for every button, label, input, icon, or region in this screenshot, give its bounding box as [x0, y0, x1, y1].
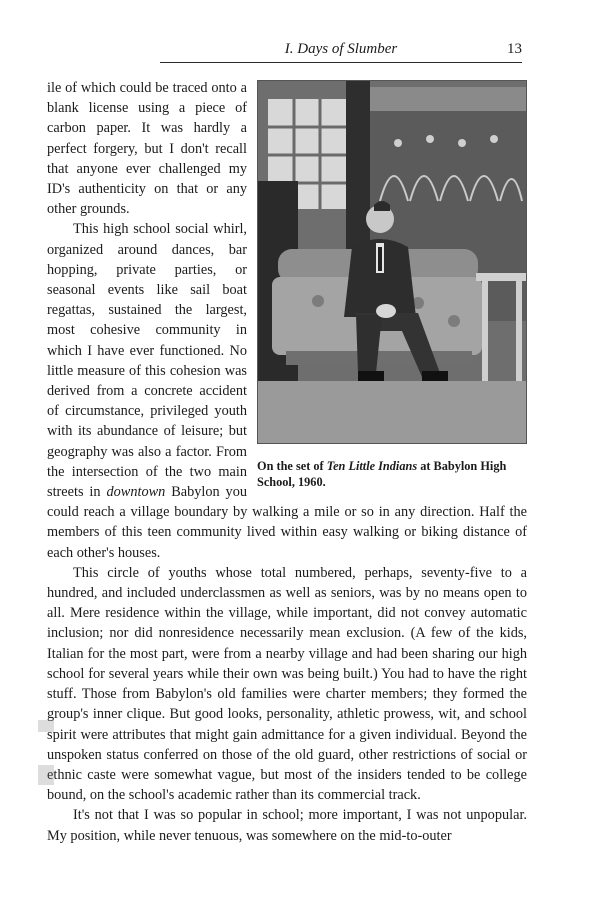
caption-prefix: On the set of — [257, 459, 324, 473]
paragraph-4: It's not that I was so popular in school; more important, I was not unpopular. My position, while never tenuous, was somewhere on the mid-to-outer — [47, 807, 527, 844]
paragraph-3: This circle of youths whose total numbered, perhaps, seventy-five to a hundred, and included underclassmen as well as seniors, was by no means open to all. Mere residence within the village, while important, did not convey automatic inclusion; nor did nonresidence necessarily mean exclusion. (A few of the kids, Italian for the most part, were from a nearby village and had been sharing our high school for several years while their own was being built.) You had to have the right stuff. Those from Babylon's old families were charter members; they formed the group's inner clique. But good looks, personality, athletic prowess, wit, and school spirit were attributes that might gain admittance for a given individual. Beyond the unspoken status conferred on those of the old guard, other restrictions of social or ethnic caste were somewhat vague, but most of the insiders tended to be college bound, on the school's academic rather than its commercial track. — [47, 564, 527, 804]
figure — [257, 80, 527, 490]
scan-blot — [38, 765, 54, 785]
figure-caption — [257, 458, 527, 490]
caption-title: Ten Little Indians — [326, 459, 418, 473]
paragraph-2-before: This high school social whirl, organized around dances, bar hopping, private parties, or seasonal events like sail boat regattas, sustained the largest, most cohesive community in which I have ever functioned. No little measure of this cohesion was derived from a concrete accident of circumstance, privileged youth with its abundance of leisure; but geography was also a factor. From the intersection of the two main streets in — [47, 221, 247, 501]
body-text — [47, 78, 527, 846]
stage-photo — [257, 80, 527, 444]
paragraph-2-italic: downtown — [106, 484, 166, 501]
paragraph-1: ile of which could be traced onto a blank license using a piece of carbon paper. It was hardly a perfect forgery, but I don't recall that anyone ever challenged my ID's authenticity on that or any other grounds. — [47, 80, 247, 218]
paragraph-2-after: Babylon you could reach a village boundary by walking a mile or so in any direction. Half the members of this teen community lived within easy walking or biking distance of each other's houses. — [47, 484, 527, 561]
page-number: 13 — [507, 41, 522, 57]
page-header — [160, 40, 522, 63]
scan-blot — [38, 720, 54, 732]
running-head: I. Days of Slumber — [284, 41, 398, 57]
caption-suffix: at Babylon High School, 1960. — [257, 459, 507, 489]
